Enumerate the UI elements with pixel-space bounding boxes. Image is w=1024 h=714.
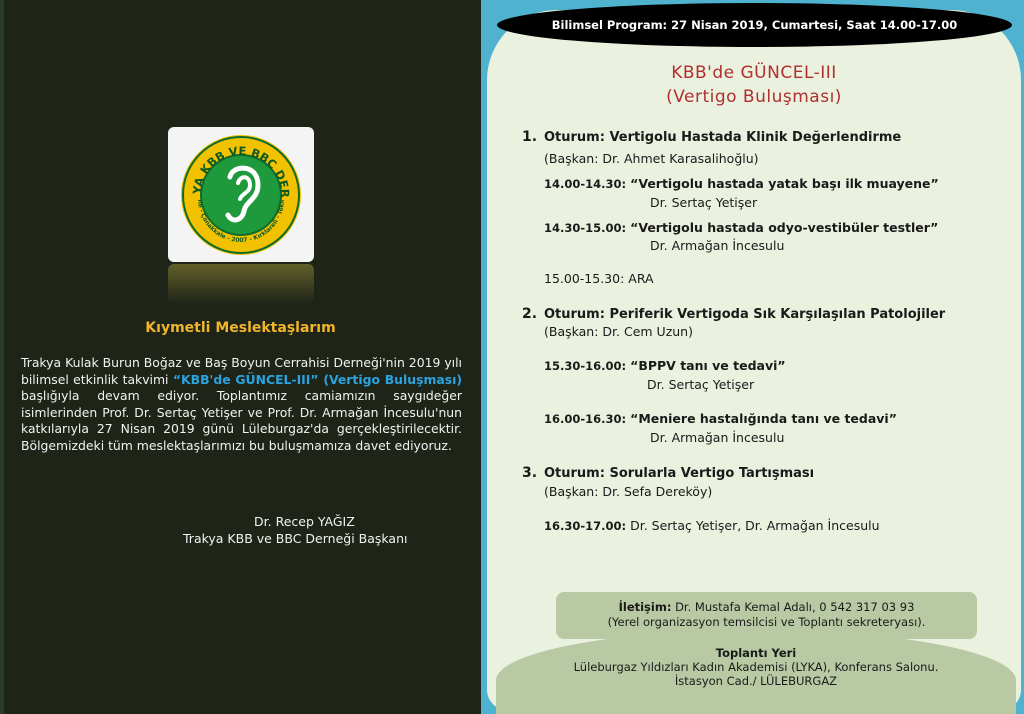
- invitation-letter: [21, 355, 462, 455]
- letter-text-2: başlığıyla devam ediyor. Toplantımız camiamızın saygıdeğer isimlerinden Prof. Dr. Sertaç Yetişer ve Prof. Dr. Armağan İncesulu'nun katkılarıyla 27 Nisan 2019 günü Lüleburgaz'da gerçekleştirilecektir. Bölgemizdeki tüm meslektaşlarımızı bu buluşmamıza davet ediyoruz.: [21, 388, 462, 453]
- program-title: KBB'de GÜNCEL-III: [671, 63, 837, 83]
- session-1-title: 1. Oturum: Vertigolu Hastada Klinik Değerlendirme: [522, 129, 902, 145]
- signature-name: Dr. Recep YAĞIZ: [254, 514, 355, 529]
- talk-1: 14.00-14.30: “Vertigolu hastada yatak başı ilk muayene”: [544, 176, 939, 191]
- left-panel-edge: [0, 0, 4, 714]
- venue-label: Toplantı Yeri: [715, 646, 797, 660]
- contact-sub: (Yerel organizasyon temsilcisi ve Toplantı sekreteryası).: [607, 615, 926, 629]
- break-slot: 15.00-15.30: ARA: [544, 271, 654, 286]
- logo-text-bottom: ne - Çanakkale - 2007 - Kırklareli - Tekir: [195, 198, 287, 245]
- talk-2: 14.30-15.00: “Vertigolu hastada odyo-vestibüler testler”: [544, 220, 939, 235]
- talk-3-speaker: Dr. Sertaç Yetişer: [647, 377, 755, 392]
- signature-title: Trakya KBB ve BBC Derneği Başkanı: [183, 531, 408, 546]
- contact-label: İletişim:: [618, 600, 672, 614]
- letter-highlight: “KBB'de GÜNCEL-III” (Vertigo Buluşması): [172, 371, 462, 387]
- session-3-chair: (Başkan: Dr. Sefa Dereköy): [544, 484, 713, 499]
- contact-line: [556, 600, 977, 614]
- session-3-title: 3. Oturum: Sorularla Vertigo Tartışması: [522, 465, 815, 481]
- talk-5: 16.30-17.00: Dr. Sertaç Yetişer, Dr. Armağan İncesulu: [544, 518, 880, 533]
- talk-2-speaker: Dr. Armağan İncesulu: [650, 238, 785, 253]
- logo-emblem: [168, 127, 314, 262]
- session-2-chair: (Başkan: Dr. Cem Uzun): [544, 324, 693, 339]
- program-header: Bilimsel Program: 27 Nisan 2019, Cumartesi, Saat 14.00-17.00: [497, 3, 1012, 47]
- talk-1-speaker: Dr. Sertaç Yetişer: [650, 195, 758, 210]
- talk-4: 16.00-16.30: “Meniere hastalığında tanı ve tedavi”: [544, 411, 897, 426]
- venue-line-2: İstasyon Cad./ LÜLEBURGAZ: [674, 674, 838, 688]
- talk-3: 15.30-16.00: “BPPV tanı ve tedavi”: [544, 358, 786, 373]
- session-2-title: 2. Oturum: Periferik Vertigoda Sık Karşılaşılan Patolojiler: [522, 306, 946, 322]
- association-logo: [168, 127, 314, 262]
- venue-line-1: Lüleburgaz Yıldızları Kadın Akademisi (LYKA), Konferans Salonu.: [573, 660, 939, 674]
- contact-box: [556, 592, 977, 639]
- session-1-chair: (Başkan: Dr. Ahmet Karasalihoğlu): [544, 151, 759, 166]
- talk-4-speaker: Dr. Armağan İncesulu: [650, 430, 785, 445]
- letter-text-1: Trakya Kulak Burun Boğaz ve Baş Boyun Cerrahisi Derneği'nin 2019 yılı bilimsel etkinlik takvimi: [21, 355, 462, 387]
- contact-text: Dr. Mustafa Kemal Adalı, 0 542 317 03 93: [671, 600, 915, 614]
- greeting-title: Kıymetli Meslektaşlarım: [145, 320, 336, 336]
- logo-text-top: YA KBB VE BBC DER: [189, 143, 293, 198]
- program-subtitle: (Vertigo Buluşması): [666, 87, 842, 107]
- logo-reflection: [168, 264, 314, 304]
